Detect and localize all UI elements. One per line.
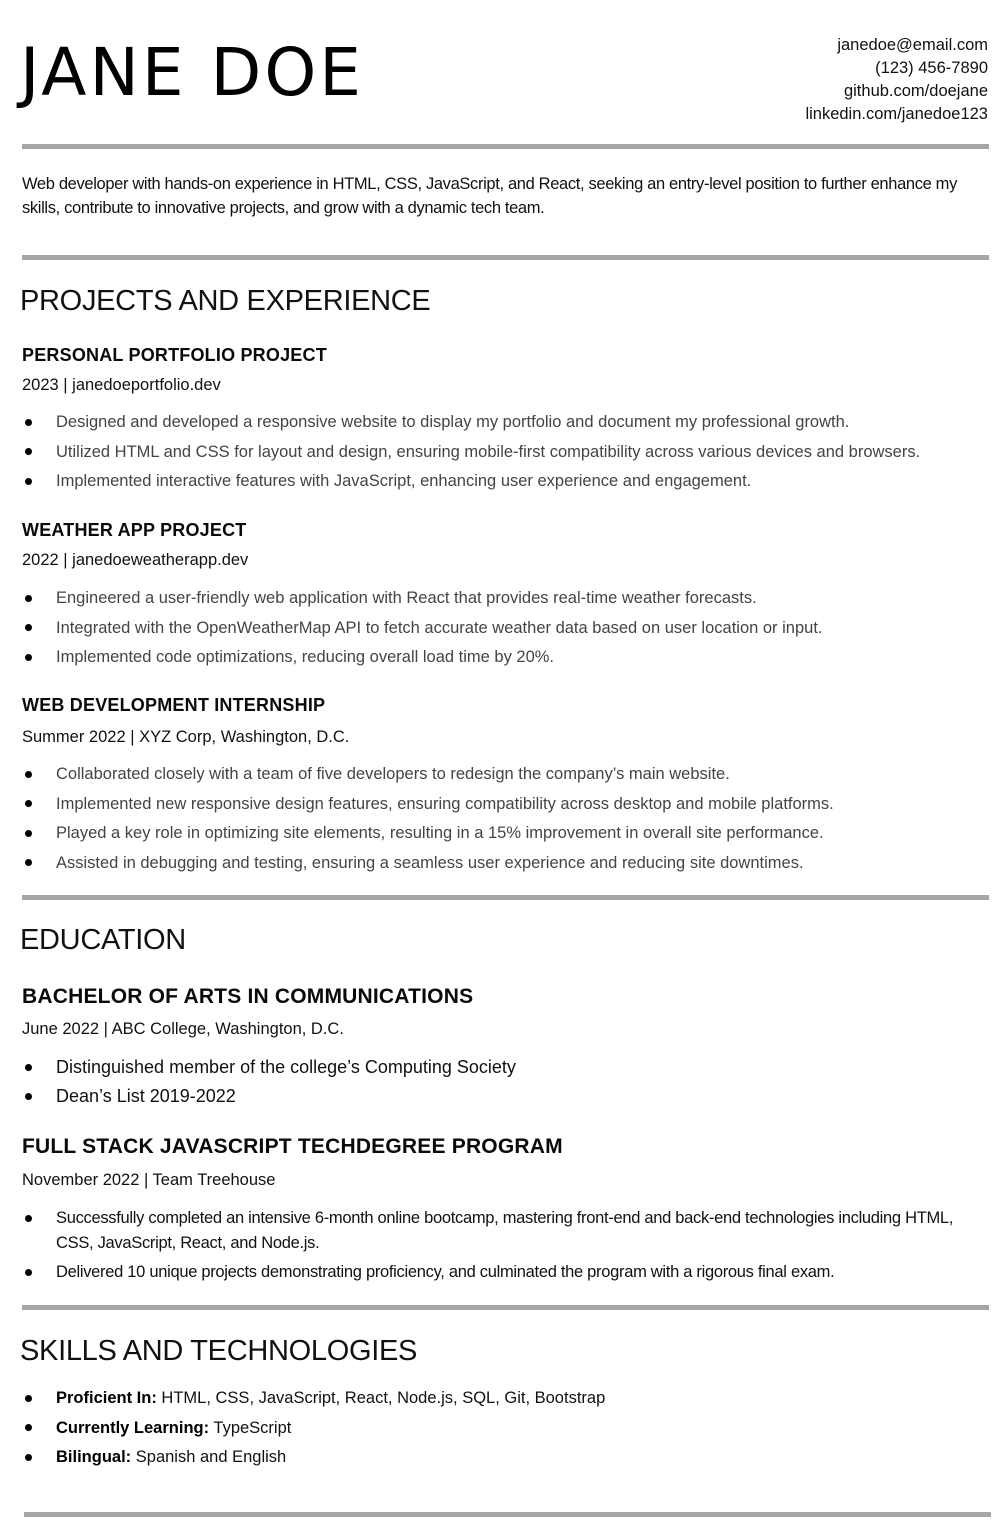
list-item-text: Played a key role in optimizing site elements, resulting in a 15% improvement in overall site performance. [56, 824, 824, 842]
skills-list [22, 1384, 992, 1473]
bullet-icon [25, 595, 32, 602]
entry-subtitle: November 2022 | Team Treehouse [22, 1171, 276, 1189]
section-title-skills: SKILLS AND TECHNOLOGIES [20, 1335, 418, 1367]
list-item [22, 790, 992, 820]
divider [22, 144, 989, 149]
list-item-text: Distinguished member of the college’s Computing Society [56, 1057, 516, 1077]
entry-subtitle: Summer 2022 | XYZ Corp, Washington, D.C. [22, 728, 350, 746]
bullet-list [22, 1206, 992, 1289]
skill-label: Proficient In: [56, 1389, 157, 1407]
list-item [22, 819, 992, 849]
skill-label: Currently Learning: [56, 1418, 210, 1437]
list-item-text: Implemented interactive features with JavaScript, enhancing user experience and engagement. [56, 472, 752, 490]
entry-title: PERSONAL PORTFOLIO PROJECT [22, 345, 327, 365]
list-item [22, 467, 992, 497]
list-item-text: Delivered 10 unique projects demonstrating proficiency, and culminated the program with a rigorous final exam. [56, 1263, 835, 1281]
list-item [22, 614, 992, 644]
list-item-text: Utilized HTML and CSS for layout and design, ensuring mobile-first compatibility across various devices and browsers. [56, 442, 921, 461]
list-item [22, 438, 992, 468]
bullet-icon [25, 1269, 32, 1276]
entry-subtitle: 2023 | janedoeportfolio.dev [22, 376, 221, 394]
section-title-projects: PROJECTS AND EXPERIENCE [20, 285, 431, 317]
list-item [22, 1260, 992, 1285]
list-item-text: Assisted in debugging and testing, ensuring a seamless user experience and reducing site downtimes. [56, 853, 804, 872]
bullet-icon [25, 1454, 32, 1461]
contact-github[interactable]: github.com/doejane [843, 82, 988, 100]
list-item [22, 1206, 992, 1256]
entry-title: BACHELOR OF ARTS IN COMMUNICATIONS [22, 985, 474, 1008]
list-item [22, 584, 992, 614]
candidate-name: JANE DOE [20, 34, 364, 111]
list-item-text: Implemented code optimizations, reducing overall load time by 20%. [56, 648, 555, 666]
entry-subtitle: June 2022 | ABC College, Washington, D.C. [22, 1020, 344, 1038]
list-item-text: Collaborated closely with a team of five developers to redesign the company’s main website. [56, 765, 730, 783]
bullet-icon [25, 771, 32, 778]
bullet-icon [25, 478, 32, 485]
bullet-icon [25, 1064, 32, 1071]
skill-value: HTML, CSS, JavaScript, React, Node.js, SQL, Git, Bootstrap [156, 1389, 606, 1407]
divider [22, 895, 989, 900]
contact-phone: (123) 456-7890 [875, 59, 988, 77]
bullet-icon [25, 800, 32, 807]
bullet-icon [25, 419, 32, 426]
entry-title: WEB DEVELOPMENT INTERNSHIP [22, 695, 326, 715]
skill-item [22, 1384, 992, 1414]
bullet-icon [25, 1395, 32, 1402]
bullet-list [22, 1053, 992, 1111]
bullet-icon [25, 624, 32, 631]
contact-block [805, 34, 988, 126]
list-item [22, 643, 992, 673]
entry-title: WEATHER APP PROJECT [22, 520, 247, 540]
skill-value: TypeScript [209, 1418, 292, 1437]
list-item [22, 1053, 992, 1082]
entry-title: FULL STACK JAVASCRIPT TECHDEGREE PROGRAM [22, 1135, 563, 1158]
divider [24, 1512, 991, 1517]
skill-value: Spanish and English [131, 1448, 287, 1466]
bullet-icon [25, 859, 32, 866]
list-item-text: Successfully completed an intensive 6-month online bootcamp, mastering front-end and back-end technologies including HTML, CSS, JavaScript, React, and Node.js. [56, 1209, 954, 1252]
entry-subtitle: 2022 | janedoeweatherapp.dev [22, 551, 249, 569]
contact-linkedin[interactable]: linkedin.com/janedoe123 [805, 105, 988, 123]
list-item-text: Dean’s List 2019-2022 [56, 1086, 236, 1106]
list-item [22, 1082, 992, 1111]
section-title-education: EDUCATION [20, 924, 186, 956]
bullet-icon [25, 1215, 32, 1222]
list-item [22, 760, 992, 790]
list-item-text: Implemented new responsive design features, ensuring compatibility across desktop and mobile platforms. [56, 794, 834, 813]
list-item-text: Engineered a user-friendly web application with React that provides real-time weather forecasts. [56, 589, 757, 607]
bullet-list [22, 584, 992, 673]
list-item [22, 408, 992, 438]
bullet-icon [25, 448, 32, 455]
divider [22, 255, 989, 260]
bullet-icon [25, 830, 32, 837]
list-item [22, 849, 992, 879]
summary-text: Web developer with hands-on experience in HTML, CSS, JavaScript, and React, seeking an entry-level position to further enhance my skills, contribute to innovative projects, and grow with a dynamic tech team. [22, 175, 957, 217]
divider [22, 1305, 989, 1310]
contact-email[interactable]: janedoe@email.com [837, 36, 988, 54]
skill-item [22, 1414, 992, 1444]
skill-label: Bilingual: [56, 1448, 132, 1466]
list-item-text: Designed and developed a responsive website to display my portfolio and document my professional growth. [56, 413, 850, 431]
skill-item [22, 1443, 992, 1473]
list-item-text: Integrated with the OpenWeatherMap API to fetch accurate weather data based on user location or input. [56, 618, 823, 637]
bullet-list [22, 760, 992, 878]
bullet-icon [25, 1424, 32, 1431]
bullet-icon [25, 654, 32, 661]
bullet-icon [25, 1093, 32, 1100]
bullet-list [22, 408, 992, 497]
